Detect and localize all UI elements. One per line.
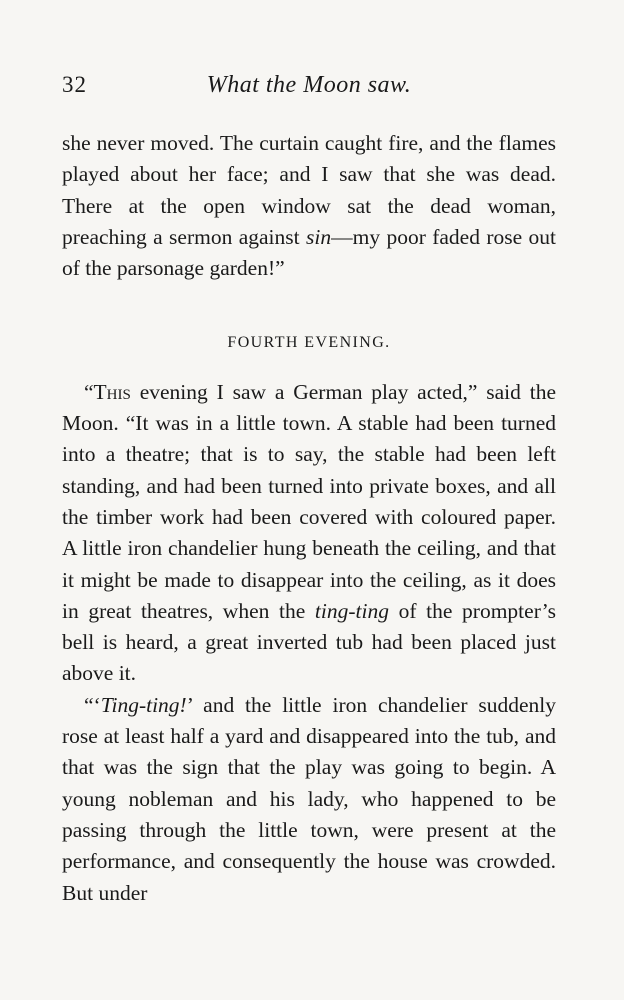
paragraph-2-smallcaps-this: This bbox=[93, 379, 131, 404]
paragraph-3-open-quote: “‘ bbox=[84, 692, 101, 717]
paragraph-2-text-e: of the prompter’s bell is heard, a great inverted tub had been placed just above it. bbox=[62, 598, 556, 686]
paragraph-2-italic-ting-ting: ting-ting bbox=[314, 598, 389, 623]
paragraph-1 bbox=[62, 128, 556, 284]
paragraph-3-text-c: ’ and the little iron chandelier suddenly rose at least half a yard and disappeared into the tub, and that was the sign that the play was going to begin. A young nobleman and his lady, who happened to be passing through the little town, were present at the performance, and consequently the house was crowded. But under bbox=[62, 692, 556, 905]
paragraph-1-text-a: she never moved. The curtain caught fire, and the flames played about her face; and I saw that she was dead. There at the open window sat the dead woman, preaching a sermon against bbox=[62, 131, 556, 249]
paragraph-2-open-quote: “ bbox=[84, 379, 94, 404]
page-header bbox=[62, 72, 556, 108]
body-text bbox=[62, 128, 556, 909]
paragraph-3 bbox=[62, 690, 556, 909]
running-title: What the Moon saw. bbox=[206, 72, 412, 98]
paragraph-2-text-c: evening I saw a German play acted,” said the Moon. “It was in a little town. A stable had been turned into a theatre; that is to say, the stable had been left standing, and had been turned into private boxes, and all the timber work had been covered with coloured paper. A little iron chandelier hung beneath the ceiling, and that it might be made to disappear into the ceiling, as it does in great theatres, when the bbox=[62, 379, 556, 623]
paragraph-1-italic-sin: sin bbox=[306, 224, 332, 249]
paragraph-1-text-c: —my poor faded rose out of the parsonage garden!” bbox=[62, 224, 557, 281]
page-number: 32 bbox=[62, 72, 87, 97]
paragraph-2 bbox=[62, 377, 556, 690]
paragraph-3-italic-ting-ting: Ting-ting! bbox=[100, 692, 187, 717]
section-heading: FOURTH EVENING. bbox=[227, 334, 391, 352]
